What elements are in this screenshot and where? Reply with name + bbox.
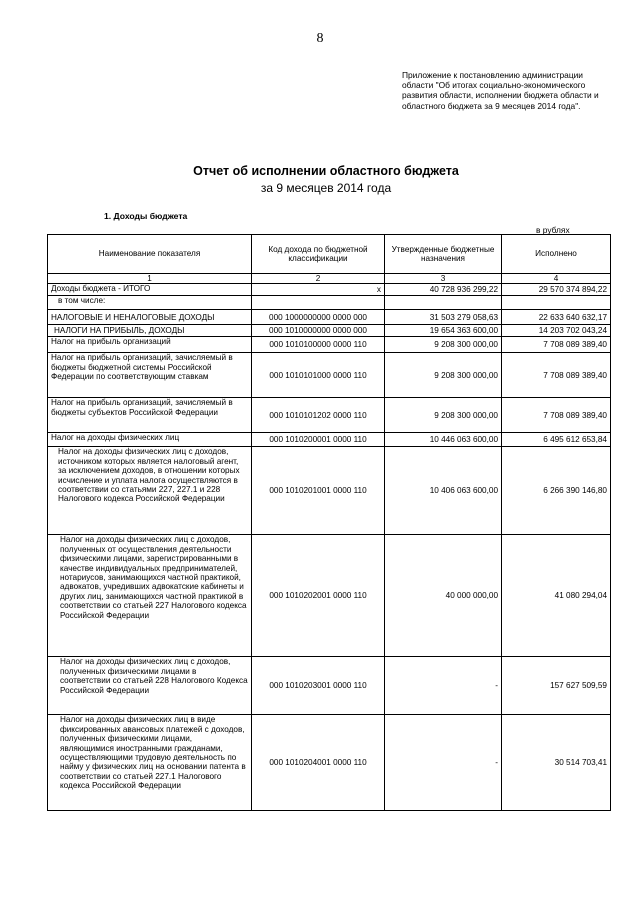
row-approved: 10 446 063 600,00 xyxy=(385,433,502,447)
row-name: Налог на доходы физических лиц с доходов, полученных от осуществления деятельности физическими лицами, зарегистрированными в качестве индивидуальных предпринимателей, нотариусов, занимающихся частной практикой, адвокатов, учредивших адвокатские кабинеты и других лиц, занимающихся частной практикой в соответствии со статьей 227 Налогового кодекса Российской Федерации xyxy=(48,535,252,657)
row-code: 000 1010203001 0000 110 xyxy=(252,657,385,715)
row-name: Налог на прибыль организаций, зачисляемый в бюджеты субъектов Российской Федерации xyxy=(48,398,252,433)
row-name: Налог на доходы физических лиц xyxy=(48,433,252,447)
row-approved: 9 208 300 000,00 xyxy=(385,337,502,353)
table-row xyxy=(48,715,611,811)
row-code xyxy=(252,296,385,310)
table-row xyxy=(48,325,611,337)
row-executed: 29 570 374 894,22 xyxy=(502,284,611,296)
table-row xyxy=(48,535,611,657)
table-row xyxy=(48,398,611,433)
row-name: Налог на прибыль организаций, зачисляемый в бюджеты бюджетной системы Российской Федерации по соответствующим ставкам xyxy=(48,353,252,398)
row-executed: 14 203 702 043,24 xyxy=(502,325,611,337)
row-name: Доходы бюджета - ИТОГО xyxy=(48,284,252,296)
currency-note: в рублях xyxy=(536,225,570,235)
row-executed: 6 266 390 146,80 xyxy=(502,447,611,535)
row-name: НАЛОГОВЫЕ И НЕНАЛОГОВЫЕ ДОХОДЫ xyxy=(48,310,252,325)
row-code: 000 1010200001 0000 110 xyxy=(252,433,385,447)
row-approved: 31 503 279 058,63 xyxy=(385,310,502,325)
row-executed: 6 495 612 653,84 xyxy=(502,433,611,447)
budget-revenue-table xyxy=(47,234,611,811)
row-name: Налог на доходы физических лиц с доходов, источником которых является налоговый агент, за исключением доходов, в отношении которых исчисление и уплата налога осуществляются в соответствии со статьями 227, 227.1 и 228 Налогового кодекса Российской Федерации xyxy=(48,447,252,535)
column-number-row xyxy=(48,274,611,284)
table-row xyxy=(48,337,611,353)
appendix-note: Приложение к постановлению администрации области "Об итогах социально-экономического развития области, исполнении бюджета области и областного бюджета за 9 месяцев 2014 года". xyxy=(402,70,599,111)
row-code: 000 1010202001 0000 110 xyxy=(252,535,385,657)
row-approved: - xyxy=(385,657,502,715)
row-code: 000 1010101000 0000 110 xyxy=(252,353,385,398)
column-number: 2 xyxy=(252,274,385,284)
row-executed: 7 708 089 389,40 xyxy=(502,337,611,353)
row-code: 000 1000000000 0000 000 xyxy=(252,310,385,325)
row-executed: 7 708 089 389,40 xyxy=(502,353,611,398)
row-name: Налог на прибыль организаций xyxy=(48,337,252,353)
report-subtitle: за 9 месяцев 2014 года xyxy=(260,181,392,195)
row-name: в том числе: xyxy=(48,296,252,310)
header-indicator-name: Наименование показателя xyxy=(48,235,252,274)
row-executed: 22 633 640 632,17 xyxy=(502,310,611,325)
row-approved: - xyxy=(385,715,502,811)
row-approved xyxy=(385,296,502,310)
report-title: Отчет об исполнении областного бюджета xyxy=(193,164,459,178)
row-approved: 9 208 300 000,00 xyxy=(385,398,502,433)
row-executed: 30 514 703,41 xyxy=(502,715,611,811)
column-number: 4 xyxy=(502,274,611,284)
row-approved: 9 208 300 000,00 xyxy=(385,353,502,398)
row-approved: 40 728 936 299,22 xyxy=(385,284,502,296)
row-code: 000 1010101202 0000 110 xyxy=(252,398,385,433)
row-name: Налог на доходы физических лиц с доходов, полученных физическими лицами в соответствии со статьей 228 Налогового Кодекса Российской Федерации xyxy=(48,657,252,715)
section-title: 1. Доходы бюджета xyxy=(104,211,188,221)
row-name: Налог на доходы физических лиц в виде фиксированных авансовых платежей с доходов, полученных физическими лицами, являющимися иностранными гражданами, осуществляющими трудовую деятельность по найму у физических лиц на основании патента в соответствии со статьей 227.1 Налогового кодекса Российской Федерации xyxy=(48,715,252,811)
row-code: 000 1010100000 0000 110 xyxy=(252,337,385,353)
row-name: НАЛОГИ НА ПРИБЫЛЬ, ДОХОДЫ xyxy=(48,325,252,337)
column-number: 3 xyxy=(385,274,502,284)
header-approved-amount: Утвержденные бюджетные назначения xyxy=(385,235,502,274)
column-number: 1 xyxy=(48,274,252,284)
row-code: 000 1010204001 0000 110 xyxy=(252,715,385,811)
row-executed: 41 080 294,04 xyxy=(502,535,611,657)
row-executed: 7 708 089 389,40 xyxy=(502,398,611,433)
table-row xyxy=(48,284,611,296)
row-executed xyxy=(502,296,611,310)
row-code: 000 1010201001 0000 110 xyxy=(252,447,385,535)
row-code: x xyxy=(252,284,385,296)
table-row xyxy=(48,433,611,447)
row-approved: 40 000 000,00 xyxy=(385,535,502,657)
table-row xyxy=(48,296,611,310)
table-row xyxy=(48,657,611,715)
row-approved: 19 654 363 600,00 xyxy=(385,325,502,337)
table-row xyxy=(48,447,611,535)
row-executed: 157 627 509,59 xyxy=(502,657,611,715)
table-row xyxy=(48,310,611,325)
header-executed-amount: Исполнено xyxy=(502,235,611,274)
table-header-row xyxy=(48,235,611,274)
page-number: 8 xyxy=(316,31,324,46)
row-approved: 10 406 063 600,00 xyxy=(385,447,502,535)
row-code: 000 1010000000 0000 000 xyxy=(252,325,385,337)
table-row xyxy=(48,353,611,398)
header-revenue-code: Код дохода по бюджетной классификации xyxy=(252,235,385,274)
